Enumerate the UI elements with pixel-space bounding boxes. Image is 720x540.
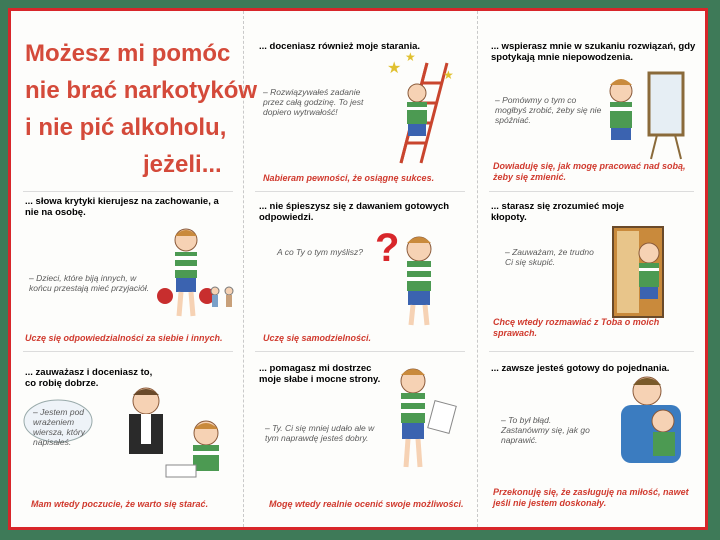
- question-mark-icon: ?: [375, 226, 400, 270]
- column-divider: [477, 11, 478, 527]
- panel-intro: ... doceniasz również moje starania.: [259, 41, 421, 52]
- mirror-icon: [649, 73, 683, 135]
- panel-lesson: Uczę się odpowiedzialności za siebie i innych.: [25, 333, 223, 343]
- row-divider: [23, 351, 233, 352]
- leaflet-frame: [8, 8, 708, 530]
- panel-intro: ... zawsze jesteś gotowy do pojednania.: [491, 363, 670, 374]
- parent-and-child-with-book-illustration: [111, 383, 236, 483]
- kids-illustration: [207, 283, 237, 323]
- panel-quote: – To był błąd. Zastanówmy się, jak go naprawić.: [501, 415, 590, 445]
- page-title: [25, 35, 257, 183]
- row-divider: [255, 191, 465, 192]
- title-line-3: i nie pić alkoholu,: [25, 114, 227, 141]
- panel-intro: ... starasz się zrozumieć moje kłopoty.: [491, 201, 625, 223]
- book-icon: [166, 465, 196, 477]
- boxing-gloves-icon: [157, 288, 173, 304]
- row-divider: [489, 191, 694, 192]
- hugging-illustration: [607, 371, 697, 476]
- boy-with-paper-illustration: [381, 363, 461, 481]
- panel-lesson: Mogę wtedy realnie ocenić swoje możliwości.: [269, 499, 464, 509]
- panel-quote: – Ty. Ci się mniej udało ale w tym naprawdę jesteś dobry.: [265, 423, 375, 443]
- panel-quote: – Dzieci, które biją innych, w końcu przestają mieć przyjaciół.: [29, 273, 149, 293]
- panel-intro: ... zauważasz i doceniasz to, co robię dobrze.: [25, 367, 153, 389]
- title-line-4: jeżeli...: [143, 151, 222, 178]
- panel-lesson: Nabieram pewności, że osiągnę sukces.: [263, 173, 435, 183]
- panel-quote: A co Ty o tym myślisz?: [277, 247, 363, 257]
- svg-text:★: ★: [443, 68, 454, 82]
- thinking-boy-illustration: [371, 221, 466, 331]
- boy-at-door-illustration: [607, 217, 687, 327]
- panel-intro: ... pomagasz mi dostrzec moje słabe i mocne strony.: [259, 363, 381, 385]
- boy-on-ladder-illustration: [381, 50, 471, 168]
- panel-quote: – Rozwiązywałeś zadanie przez całą godzinę. To jest dopiero wytrwałość!: [263, 87, 364, 117]
- panel-intro: ... wspierasz mnie w szukaniu rozwiązań, gdy spotykają mnie niepowodzenia.: [491, 41, 696, 63]
- panel-lesson: Uczę się samodzielności.: [263, 333, 372, 343]
- panel-quote: – Pomówmy o tym co mogłbyś zrobić, żeby się nie spóźniać.: [495, 95, 602, 125]
- title-line-2: nie brać narkotyków: [25, 77, 258, 104]
- panel-quote: – Jestem pod wrażeniem wiersza, który napisałeś.: [33, 407, 85, 447]
- row-divider: [255, 351, 465, 352]
- row-divider: [489, 351, 694, 352]
- panel-lesson: Dowiaduję się, jak mogę pracować nad sobą, żeby się zmienić.: [493, 161, 686, 182]
- boy-at-mirror-illustration: [599, 63, 689, 163]
- panel-lesson: Chcę wtedy rozmawiać z Toba o moich sprawach.: [493, 317, 660, 338]
- row-divider: [23, 191, 233, 192]
- panel-intro: ... nie śpieszysz się z dawaniem gotowych odpowiedzi.: [259, 201, 450, 223]
- panel-lesson: Mam wtedy poczucie, że warto się starać.: [31, 499, 209, 509]
- panel-quote: – Zauważam, że trudno Ci się skupić.: [505, 247, 594, 267]
- title-line-1: Możesz mi pomóc: [25, 40, 231, 67]
- panel-intro: ... słowa krytyki kierujesz na zachowanie, a nie na osobę.: [25, 196, 219, 218]
- svg-text:★: ★: [405, 50, 416, 64]
- panel-lesson: Przekonuję się, że zasługuję na miłość, nawet jeśli nie jestem doskonały.: [493, 487, 689, 508]
- stars-icon: ★: [387, 60, 402, 77]
